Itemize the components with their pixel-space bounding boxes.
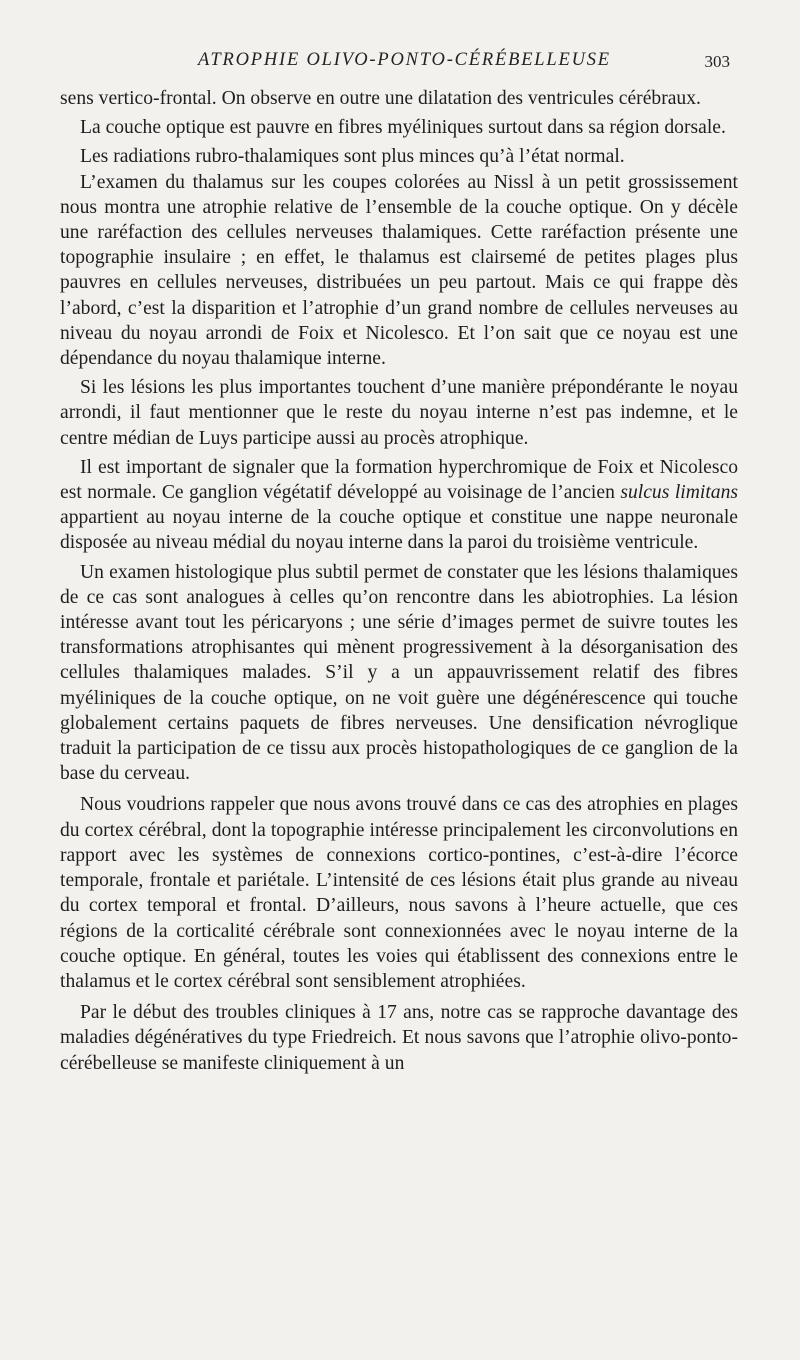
paragraph-6-part-a: Il est important de signaler que la formation hyperchromique de Foix et Nicolesco est normale. Ce ganglion végétatif développé au voisinage de l’ancien <box>60 456 738 504</box>
paragraph-9: Par le début des troubles cliniques à 17 ans, notre cas se rapproche davantage des maladies dégénératives du type Friedreich. Et nous savons que l’atrophie olivo-ponto-cérébelleuse se manifeste cliniquement à un <box>60 1002 738 1074</box>
paragraph-2: La couche optique est pauvre en fibres myéliniques surtout dans sa région dorsale. <box>80 117 726 139</box>
paragraph-6-part-b: appartient au noyau interne de la couche optique et constitue une nappe neuronale disposée au niveau médial du noyau interne dans la paroi du troisième ventricule. <box>60 507 738 554</box>
paragraph-6-italic-term: sulcus limitans <box>620 482 738 504</box>
page-number: 303 <box>704 52 730 71</box>
paragraph-5: Si les lésions les plus importantes touchent d’une manière prépondérante le noyau arrondi, il faut mentionner que le reste du noyau interne n’est pas indemne, et le centre médian de Luys participe aussi au procès atrophique. <box>60 377 738 449</box>
running-title: ATROPHIE OLIVO-PONTO-CÉRÉBELLEUSE <box>198 50 611 70</box>
body-text <box>60 86 738 1076</box>
paragraph-4: L’examen du thalamus sur les coupes colorées au Nissl à un petit grossissement nous montra une atrophie relative de l’ensemble de la couche optique. On y décèle une raréfaction des cellules nerveuses thalamiques. Cette raréfaction présente une topographie insulaire ; en effet, le thalamus est clairsemé de petites plages plus pauvres en cellules nerveuses, distribuées un peu partout. Mais ce qui frappe dès l’abord, c’est la disparition et l’atrophie d’un grand nombre de cellules nerveuses au niveau du noyau arrondi de Foix et Nicolesco. Et l’on sait que ce noyau est une dépendance du noyau thalamique interne. <box>60 171 738 370</box>
paragraph-7: Un examen histologique plus subtil permet de constater que les lésions thalamiques de ce cas sont analogues à celles qu’on rencontre dans les abiotrophies. La lésion intéresse avant tout les péricaryons ; une série d’images permet de suivre toutes les transformations atrophisantes qui mènent progressivement à la désorganisation des cellules thalamiques malades. S’il y a un appauvrissement relatif des fibres myéliniques de la couche optique, on ne voit guère une dégénérescence qui touche globalement certains paquets de fibres nerveuses. Une densification névroglique traduit la participation de ce tissu aux procès histopathologiques de ce ganglion de la base du cerveau. <box>60 561 738 785</box>
paragraph-3: Les radiations rubro-thalamiques sont plus minces qu’à l’état normal. <box>80 146 625 168</box>
paragraph-1: sens vertico-frontal. On observe en outre une dilatation des ventricules cérébraux. <box>60 88 701 109</box>
page-header <box>60 48 738 76</box>
paragraph-8: Nous voudrions rappeler que nous avons trouvé dans ce cas des atrophies en plages du cortex cérébral, dont la topographie intéresse principalement les circonvolutions en rapport avec les systèmes de connexions cortico-pontines, c’est-à-dire l’écorce temporale, frontale et pariétale. L’intensité de ces lésions était plus grande au niveau du cortex temporal et frontal. D’ailleurs, nous savons à l’heure actuelle, que ces régions de la corticalité cérébrale sont connexionnées avec le noyau interne de la couche optique. En général, toutes les voies qui établissent des connexions entre le thalamus et le cortex cérébral sont sensiblement atrophiées. <box>60 794 738 992</box>
paragraph-6 <box>60 455 738 556</box>
